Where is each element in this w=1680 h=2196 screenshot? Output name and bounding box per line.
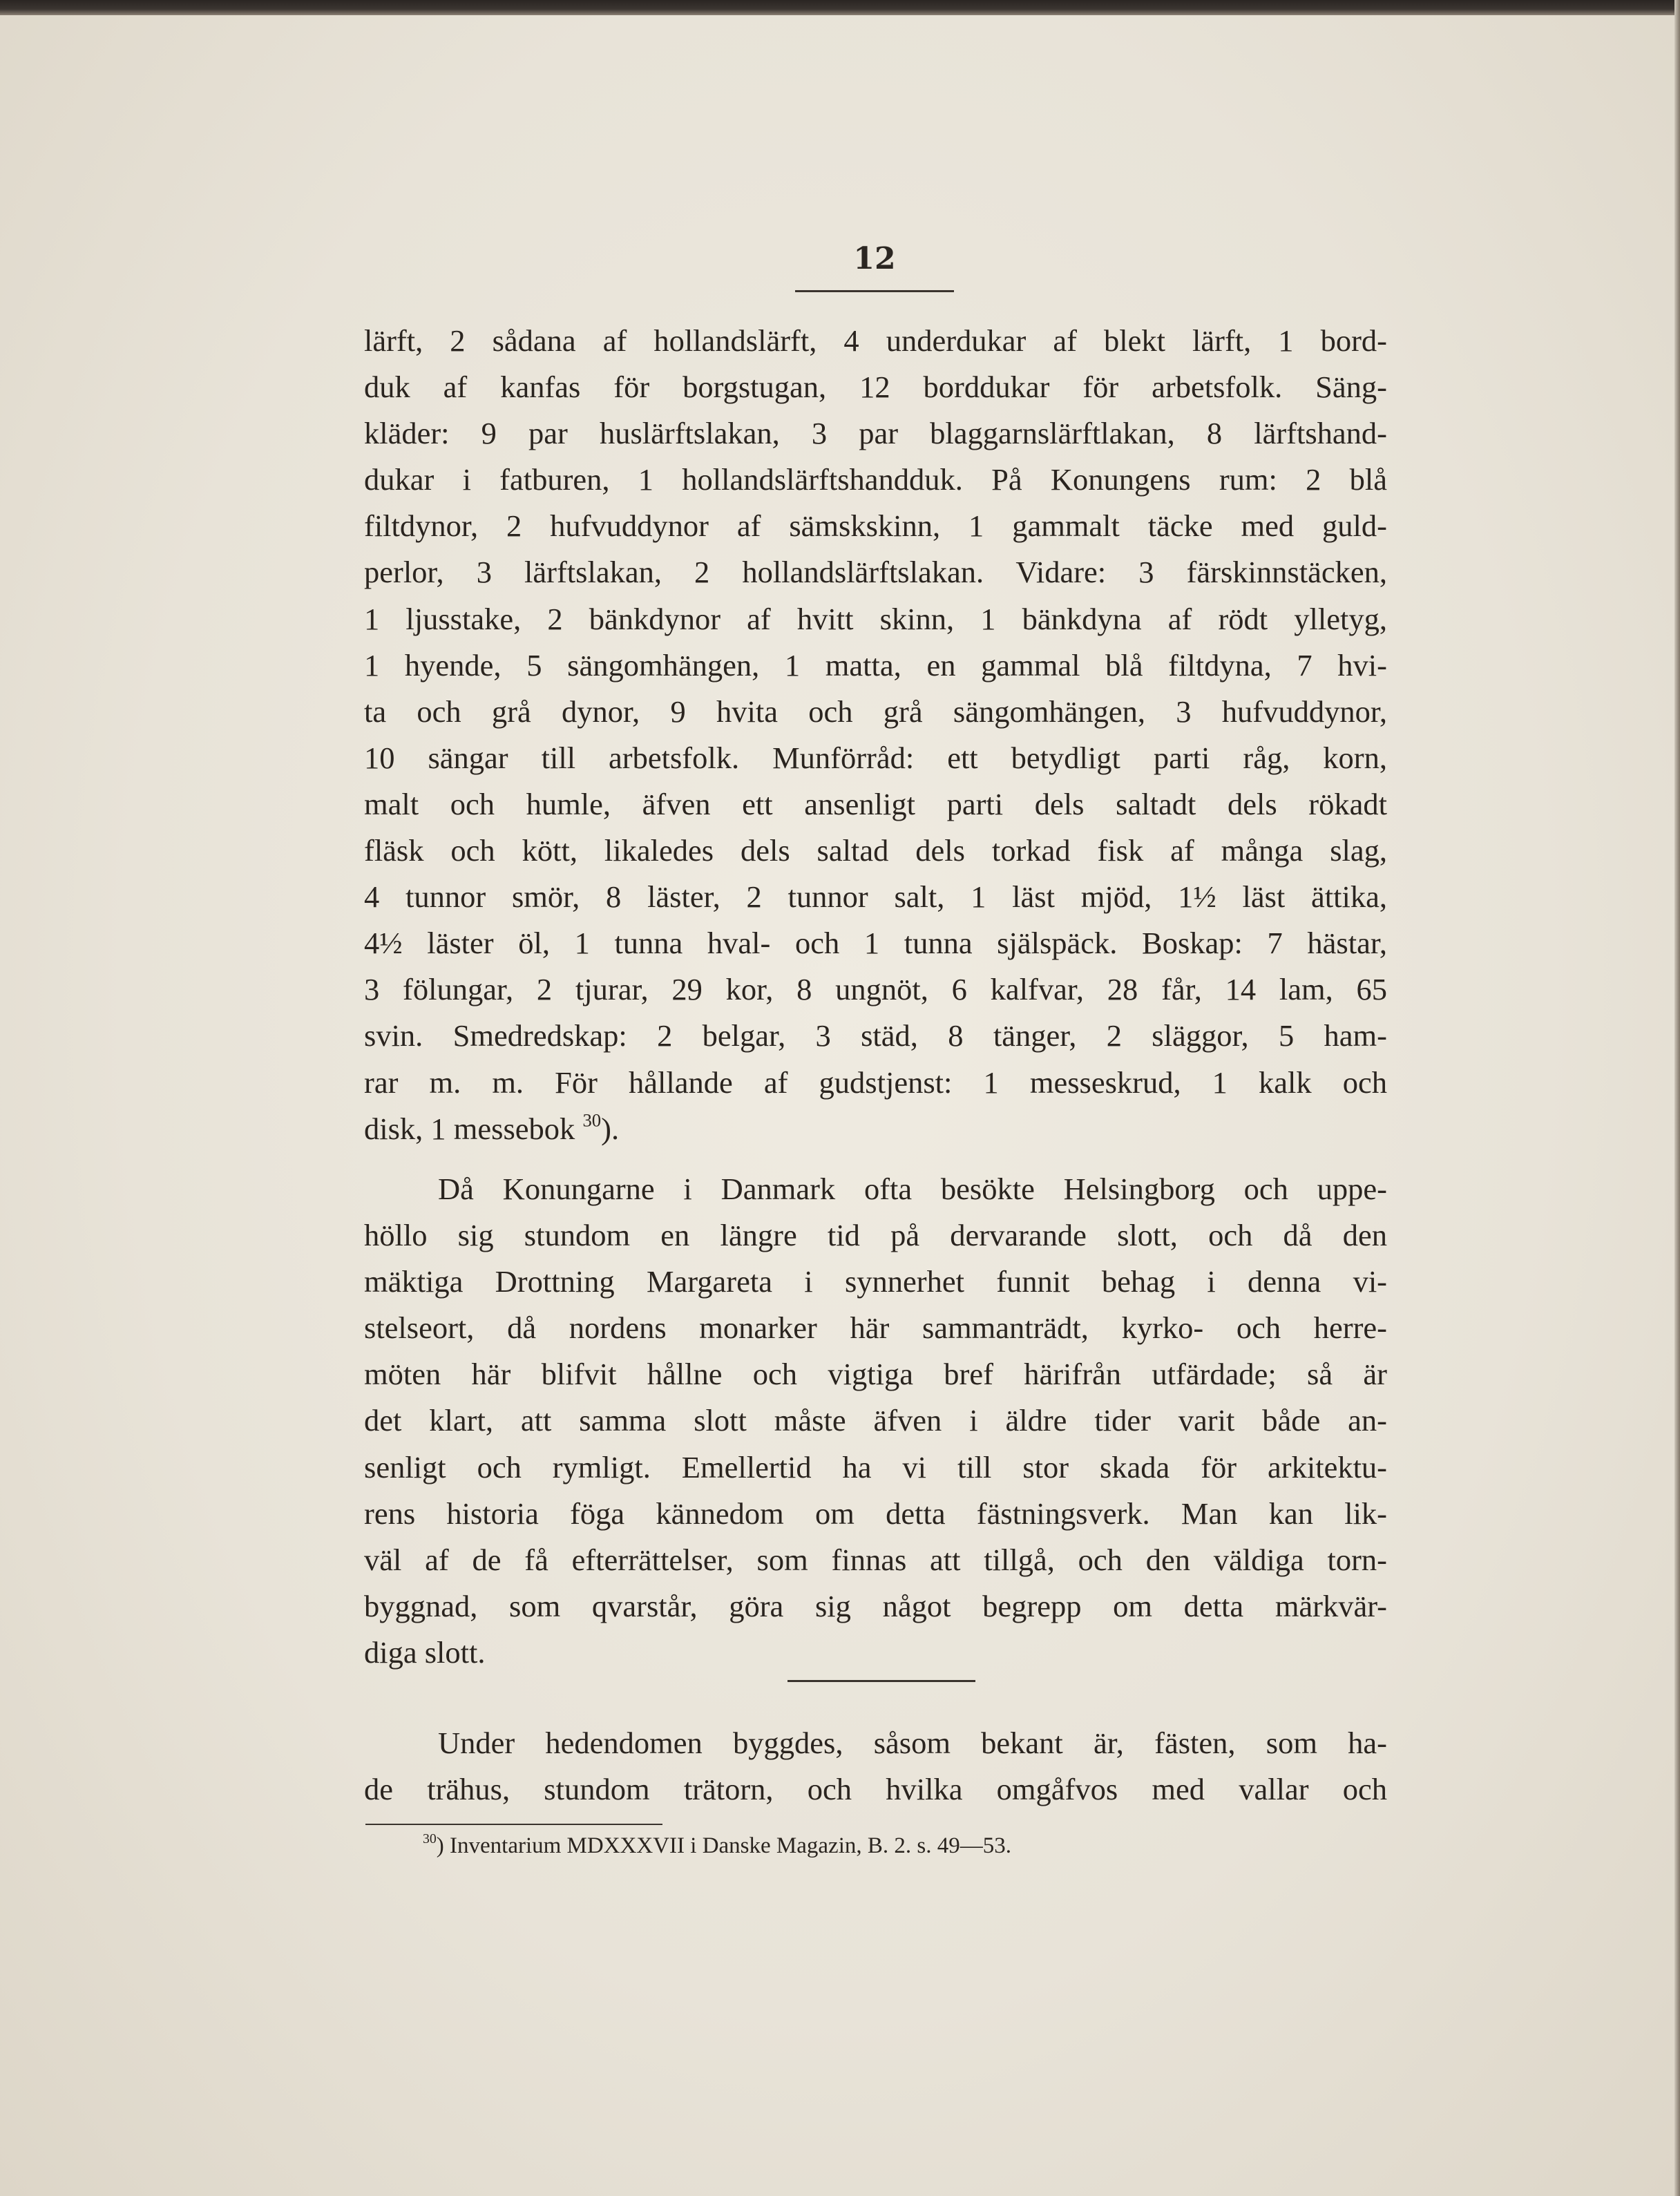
text-line: 3 fölungar, 2 tjurar, 29 kor, 8 ungnöt, 6 kalfvar, 28 får, 14 lam, 65 [364, 972, 1387, 1007]
text-fragment: disk, 1 messebok [364, 1111, 583, 1146]
text-line [364, 1106, 1387, 1152]
footnote-text: ) Inventarium MDXXXVII i Danske Magazin, B. 2. s. 49—53. [436, 1833, 1011, 1858]
right-page-edge [1674, 0, 1680, 2196]
text-line: dukar i fatburen, 1 hollandslärftshandduk. På Konungens rum: 2 blå [364, 462, 1387, 497]
top-page-edge [0, 0, 1680, 15]
paragraph-konungarne [364, 1166, 1387, 1676]
text-line: perlor, 3 lärftslakan, 2 hollandslärftslakan. Vidare: 3 färskinnstäcken, [364, 555, 1387, 590]
text-line: höllo sig stundom en längre tid på dervarande slott, och då den [364, 1218, 1387, 1253]
text-fragment: ). [601, 1111, 620, 1146]
text-line: 1 hyende, 5 sängomhängen, 1 matta, en gammal blå filtdyna, 7 hvi- [364, 647, 1387, 682]
text-line: rar m. m. För hållande af gudstjenst: 1 messeskrud, 1 kalk och [364, 1064, 1387, 1100]
header-rule [795, 290, 954, 292]
paragraph-hedendomen [364, 1720, 1387, 1813]
text-line: duk af kanfas för borgstugan, 12 borddukar för arbetsfolk. Säng- [364, 370, 1387, 405]
text-line: möten här blifvit hållne och vigtiga bref härifrån utfärdade; så är [364, 1357, 1387, 1392]
paragraph-inventory [364, 318, 1387, 1152]
text-line: svin. Smedredskap: 2 belgar, 3 städ, 8 tänger, 2 släggor, 5 ham- [364, 1018, 1387, 1053]
text-line: diga slott. [364, 1634, 486, 1670]
text-line: 4 tunnor smör, 8 läster, 2 tunnor salt, 1 läst mjöd, 1½ läst ättika, [364, 879, 1387, 915]
text-line: 4½ läster öl, 1 tunna hval- och 1 tunna själspäck. Boskap: 7 hästar, [364, 926, 1387, 961]
footnote-reference: 30 [582, 1109, 602, 1130]
text-line: lärft, 2 sådana af hollandslärft, 4 underdukar af blekt lärft, 1 bord- [364, 323, 1387, 358]
section-divider [788, 1680, 975, 1682]
footnote-rule [365, 1824, 662, 1825]
text-line: byggnad, som qvarstår, göra sig något begrepp om detta märkvär- [364, 1588, 1387, 1623]
text-line: det klart, att samma slott måste äfven i äldre tider varit både an- [364, 1403, 1387, 1438]
text-line: senligt och rymligt. Emellertid ha vi till stor skada för arkitektu- [364, 1449, 1387, 1484]
text-line: stelseort, då nordens monarker här sammanträdt, kyrko- och herre- [364, 1310, 1387, 1346]
text-line: de trähus, stundom trätorn, och hvilka omgåfvos med vallar och [364, 1772, 1387, 1807]
text-line: 10 sängar till arbetsfolk. Munförråd: ett betydligt parti råg, korn, [364, 740, 1387, 775]
text-line: rens historia föga kännedom om detta fästningsverk. Man kan lik- [364, 1496, 1387, 1531]
footnote-30 [423, 1831, 1390, 1861]
page-number: 12 [853, 241, 896, 276]
text-line: ta och grå dynor, 9 hvita och grå sängomhängen, 3 hufvuddynor, [364, 694, 1387, 729]
text-line: fläsk och kött, likaledes dels saltad dels torkad fisk af många slag, [364, 833, 1387, 868]
text-line: Då Konungarne i Danmark ofta besökte Helsingborg och uppe- [438, 1172, 1387, 1206]
footnote-marker: 30 [423, 1831, 437, 1847]
text-line: malt och humle, äfven ett ansenligt parti dels saltadt dels rökadt [364, 786, 1387, 821]
text-line: Under hedendomen byggdes, såsom bekant är, fästen, som ha- [438, 1726, 1387, 1760]
text-line: kläder: 9 par huslärftslakan, 3 par blaggarnslärftlakan, 8 lärftshand- [364, 416, 1387, 451]
text-line: mäktiga Drottning Margareta i synnerhet funnit behag i denna vi- [364, 1264, 1387, 1299]
text-line: filtdynor, 2 hufvuddynor af sämskskinn, 1 gammalt täcke med guld- [364, 508, 1387, 544]
text-line: 1 ljusstake, 2 bänkdynor af hvitt skinn, 1 bänkdyna af rödt ylletyg, [364, 601, 1387, 636]
text-line: väl af de få efterrättelser, som finnas att tillgå, och den väldiga torn- [364, 1542, 1387, 1577]
